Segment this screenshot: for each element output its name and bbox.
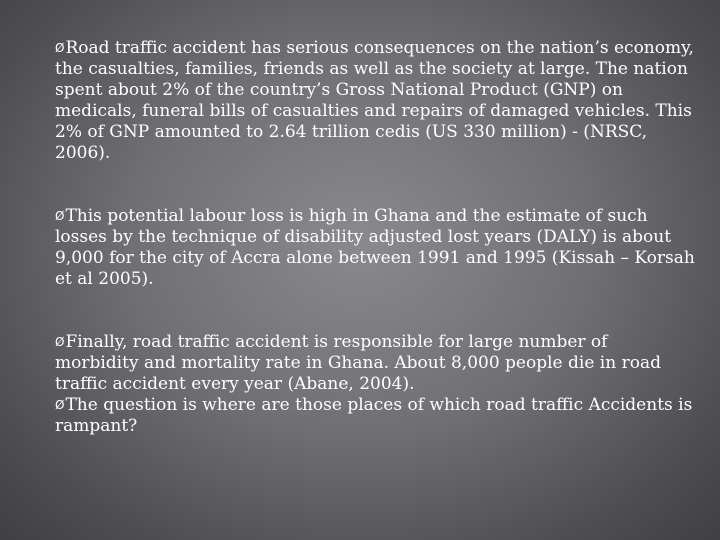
arrow-bullet-icon: Ø: [55, 335, 65, 349]
spacer: [55, 164, 695, 206]
bullet-text: The question is where are those places of which road traffic Accidents is rampant?: [55, 395, 693, 436]
arrow-bullet-icon: Ø: [55, 41, 65, 55]
arrow-bullet-icon: Ø: [55, 398, 65, 412]
arrow-bullet-icon: Ø: [55, 209, 65, 223]
bullet-item-morbidity-mortality: [55, 332, 695, 395]
bullet-text: Finally, road traffic accident is responsible for large number of morbidity and mortality rate in Ghana. About 8,000 people die in road traffic accident every year (Abane, 2004).: [55, 332, 661, 394]
bullet-text: Road traffic accident has serious consequences on the nation’s economy, the casualties, families, friends as well as the society at large. The nation spent about 2% of the country’s Gross National Product (GNP) on medicals, funeral bills of casualties and repairs of damaged vehicles. This 2% of GNP amounted to 2.64 trillion cedis (US 330 million) - (NRSC, 2006).: [55, 38, 694, 163]
bullet-item-question: [55, 395, 695, 437]
slide-body: [55, 38, 695, 437]
spacer: [55, 290, 695, 332]
bullet-item-labour-loss: [55, 206, 695, 290]
bullet-text: This potential labour loss is high in Ghana and the estimate of such losses by the technique of disability adjusted lost years (DALY) is about 9,000 for the city of Accra alone between 1991 and 1995 (Kissah – Korsah et al 2005).: [55, 206, 695, 289]
bullet-item-economic-cost: [55, 38, 695, 164]
